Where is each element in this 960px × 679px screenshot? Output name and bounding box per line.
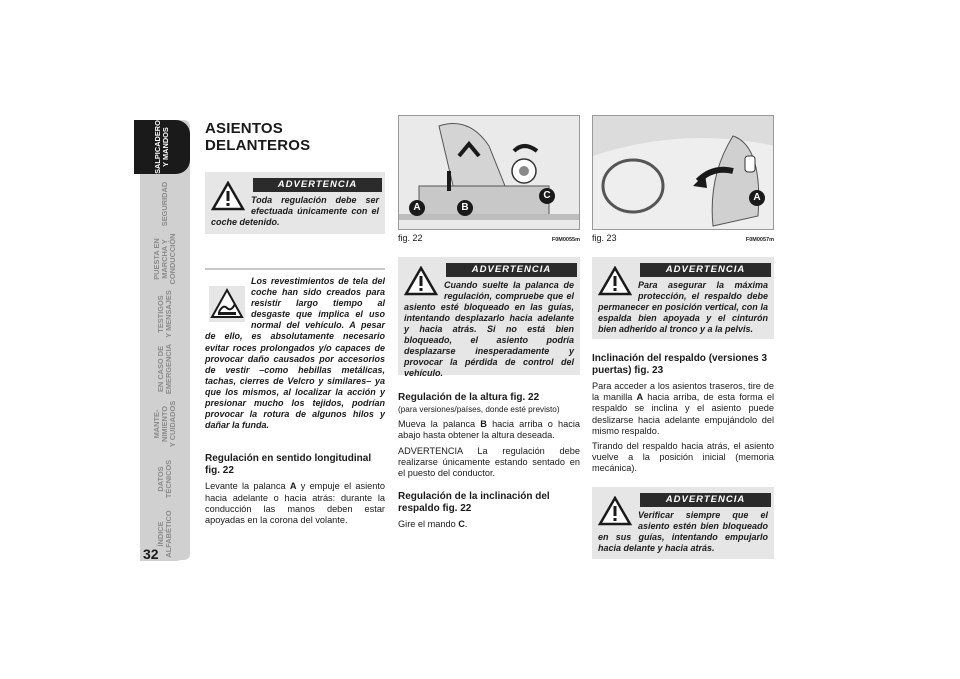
section-body: [205, 481, 385, 526]
warning-box: [592, 257, 774, 339]
tab-mantenimiento[interactable]: MANTE- NIMIENTO Y CUIDADOS: [140, 397, 190, 451]
section-heading: Regulación de la altura fig. 22: [398, 392, 540, 403]
tab-salpicadero[interactable]: SALPICADERO Y MANDOS: [134, 120, 190, 174]
warning-text: Cuando suelte la palanca de regulación, compruebe que el asiento esté bloqueado en las guías, intentando desplazarlo hacia adelante y hacia atrás. Si no está bien bloqueado, el asiento podría desplazarse inesperadamente y provocar la pérdida de control del vehículo.: [404, 280, 574, 378]
tab-datos-tecnicos[interactable]: DATOS TÉCNICOS: [140, 452, 190, 506]
marker-a: A: [409, 200, 425, 216]
column-3: [592, 115, 774, 559]
tab-seguridad[interactable]: SEGURIDAD: [140, 177, 190, 231]
body-bold: B: [480, 419, 487, 430]
warning-triangle-icon: [404, 266, 438, 296]
tab-emergencia[interactable]: EN CASO DE EMERGENCIA: [140, 342, 190, 396]
marker-a: A: [749, 190, 765, 206]
warning-heading: ADVERTENCIA: [253, 178, 382, 192]
tab-indice[interactable]: ÍNDICE ALFABÉTICO: [140, 507, 190, 561]
section-body: [398, 519, 580, 530]
figure-caption: [592, 233, 774, 243]
warning-text: Verificar siempre que el asiento estén bien bloqueado en sus guías, intentando empujarlo hacia delante y hacia atrás.: [598, 509, 768, 553]
body-text: hacia arriba o hacia abajo hasta obtener la altura deseada.: [398, 419, 580, 441]
body-bold: A: [636, 392, 644, 403]
car-interior-illustration: [593, 116, 774, 230]
body-bold: C: [458, 519, 465, 530]
figure-label: fig. 23: [592, 233, 617, 243]
section-heading: Regulación de la inclinación del respaldo fig. 22: [398, 491, 550, 515]
body-text: Para acceder a los asientos traseros, tire de la manilla: [592, 381, 774, 403]
page-number: 32: [143, 546, 159, 562]
note-triangle-icon: [209, 286, 245, 322]
body-text: Mueva la palanca: [398, 419, 481, 430]
page-title: ASIENTOS DELANTEROS: [205, 120, 311, 154]
warning-heading: ADVERTENCIA: [446, 263, 577, 277]
body-text: Levante la palanca: [205, 481, 290, 492]
section-body: [398, 419, 580, 441]
warning-triangle-icon: [598, 496, 632, 526]
column-2: [398, 115, 580, 530]
section-heading: Inclinación del respaldo (versiones 3 puertas) fig. 23: [592, 353, 768, 376]
figure-22: [398, 115, 580, 230]
section-body-2: Tirando del respaldo hacia atrás, el asiento vuelve a la posición inicial (memoria mecánica).: [592, 441, 774, 474]
section-body-2: ADVERTENCIA La regulación debe realizarse únicamente estando sentado en el puesto del conductor.: [398, 445, 580, 479]
section-heading: Regulación en sentido longitudinal fig. 22: [205, 453, 372, 477]
figure-caption: [398, 233, 580, 243]
body-text: .: [464, 519, 468, 530]
note-box: [205, 268, 385, 431]
seat-illustration: [399, 116, 580, 230]
marker-c: C: [539, 188, 555, 204]
section-altura: [398, 392, 580, 479]
warning-text: Toda regulación debe ser efectuada únicamente con el coche detenido.: [211, 195, 379, 227]
body-text: hacia arriba, de esta forma el respaldo se inclina y el asiento puede deslizarse hacia adelante empujándolo del mismo respaldo.: [592, 392, 774, 436]
section-longitudinal: [205, 453, 385, 526]
warning-triangle-icon: [211, 181, 245, 211]
marker-b: B: [457, 200, 473, 216]
warning-heading: ADVERTENCIA: [640, 493, 771, 507]
section-subtitle: (para versiones/países, donde esté previsto): [398, 405, 560, 414]
figure-code: F0M0055m: [551, 237, 580, 243]
warning-box: [398, 257, 580, 378]
section-body: [592, 381, 774, 437]
warning-box: [592, 487, 774, 559]
body-text: y empuje el asiento hacia adelante o hacia atrás: durante la conducción las manos deben estar apoyadas en la corona del volante.: [205, 481, 385, 525]
warning-triangle-icon: [598, 266, 632, 296]
figure-23: [592, 115, 774, 230]
note-text: Los revestimientos de tela del coche han sido creados para resistir largo tiempo al desgaste que implica el uso normal del vehículo. A pesar de ello, es absolutamente necesario evitar roces prolongados y/o capaces de provocar daño causados por accesorios de vestir –como hebillas metálicas, tachas, cierres de Velcro y similares– ya que los mismos, al localizar la acción y presionar mucho los tejidos, podrían provocar la rotura de algunos hilos y dañar la funda.: [205, 276, 385, 431]
figure-code: F0M0057m: [745, 237, 774, 243]
body-bold: A: [289, 481, 297, 492]
section-inclinacion: [398, 491, 580, 530]
section-inclinacion-respaldo: [592, 353, 774, 475]
warning-heading: ADVERTENCIA: [640, 263, 771, 277]
tab-puesta-en-marcha[interactable]: PUESTA EN MARCHA Y CONDUCCIÓN: [140, 232, 190, 286]
tab-testigos[interactable]: TESTIGOS Y MENSAJES: [140, 287, 190, 341]
warning-box: [205, 172, 385, 234]
body-text: Gire el mando: [398, 519, 459, 530]
warning-text: Para asegurar la máxima protección, el respaldo debe permanecer en posición vertical, con la espalda bien apoyada y el cinturón bien adherido al tronco y a la pelvis.: [598, 280, 768, 334]
figure-label: fig. 22: [398, 233, 423, 243]
column-1: [205, 115, 385, 526]
